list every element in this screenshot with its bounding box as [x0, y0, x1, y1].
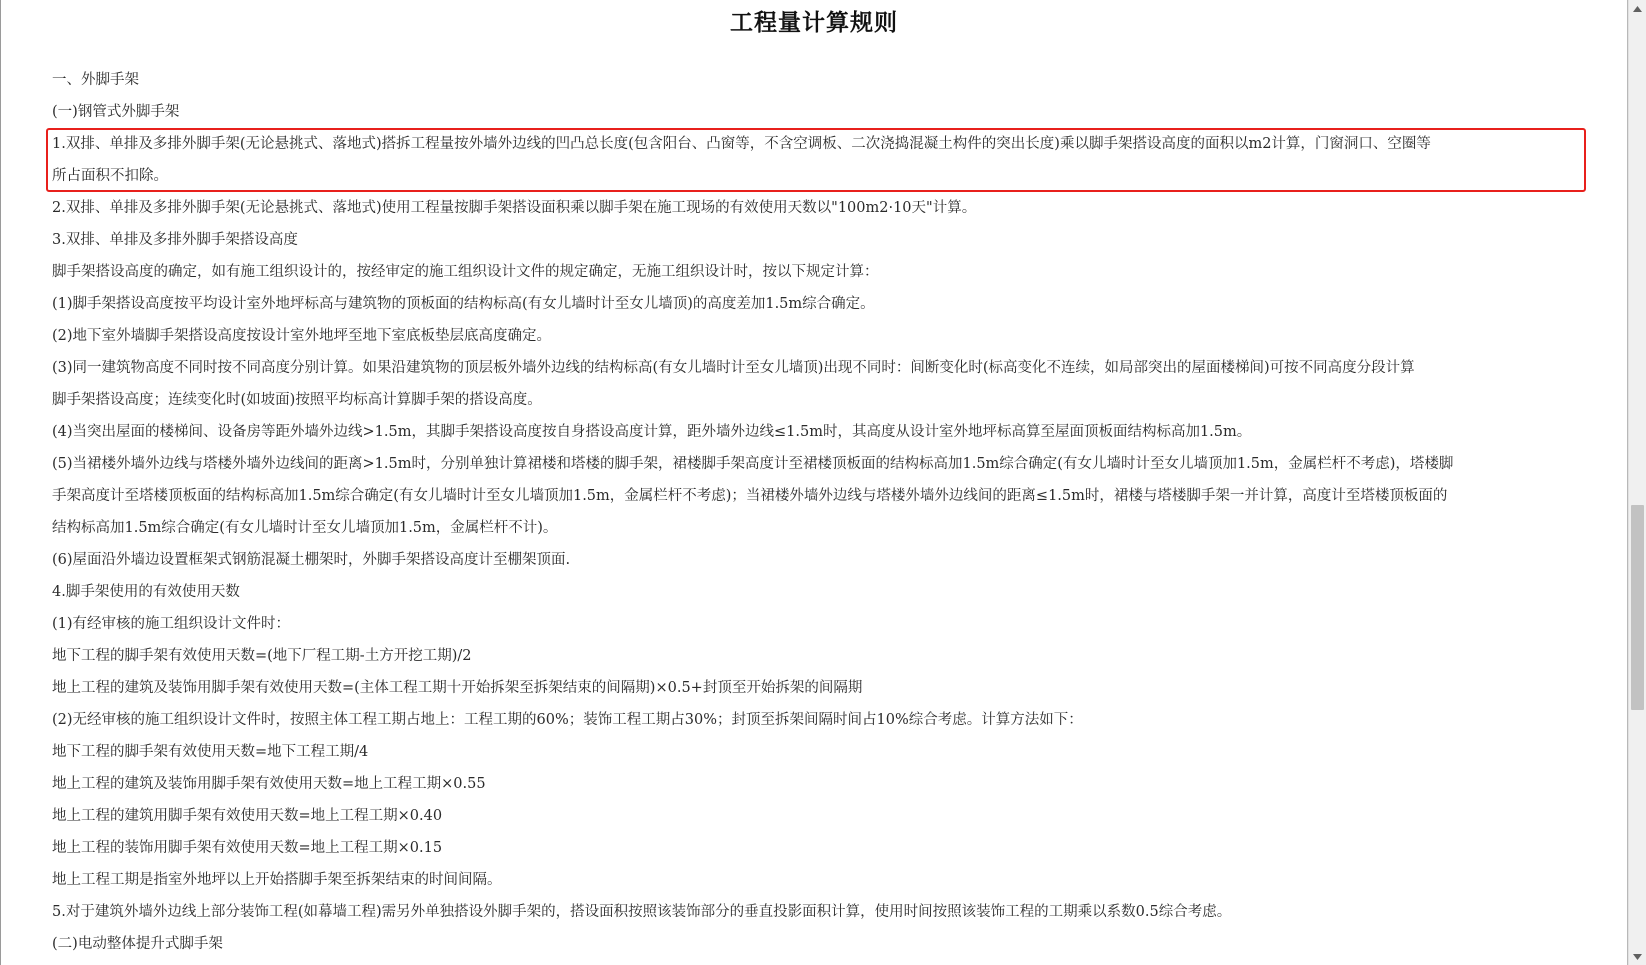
paragraph-line: 1.双排、单排及多排外脚手架(无论悬挑式、落地式)搭拆工程量按外墙外边线的凹凸总长度(包含阳台、凸窗等，不含空调板、二次浇捣混凝土构件的突出长度)乘以脚手架搭设高度的面积以m2计算，门窗洞口、空圈等 — [52, 136, 1431, 152]
scroll-up-arrow-icon[interactable] — [1629, 0, 1646, 17]
paragraph-line: (2)地下室外墙脚手架搭设高度按设计室外地坪至地下室底板垫层底高度确定。 — [52, 328, 552, 344]
vertical-scrollbar[interactable] — [1628, 0, 1646, 965]
document-title: 工程量计算规则 — [730, 10, 898, 36]
highlight-box — [46, 128, 1586, 192]
scrollbar-thumb[interactable] — [1631, 505, 1644, 710]
paragraph-line: 2.双排、单排及多排外脚手架(无论悬挑式、落地式)使用工程量按脚手架搭设面积乘以脚手架在施工现场的有效使用天数以"100m2·10天"计算。 — [52, 200, 977, 216]
paragraph-line: 手架高度计至塔楼顶板面的结构标高加1.5m综合确定(有女儿墙时计至女儿墙顶加1.5m，金属栏杆不考虑)；当裙楼外墙外边线与塔楼外墙外边线间的距离≤1.5m时，裙楼与塔楼脚手架一并计算，高度计至塔楼顶板面的 — [52, 488, 1448, 504]
subsection-heading: (一)钢管式外脚手架 — [52, 104, 180, 120]
paragraph-line: 5.对于建筑外墙外边线上部分装饰工程(如幕墙工程)需另外单独搭设外脚手架的，搭设面积按照该装饰部分的垂直投影面积计算，使用时间按照该装饰工程的工期乘以系数0.5综合考虑。 — [52, 904, 1232, 920]
paragraph-line: 地上工程的建筑及装饰用脚手架有效使用天数=(主体工程工期十开始拆架至拆架结束的间隔期)×0.5+封顶至开始拆架的间隔期 — [52, 680, 863, 696]
paragraph-line: 地上工程的装饰用脚手架有效使用天数=地上工程工期×0.15 — [52, 840, 443, 856]
paragraph-line: 地下工程的脚手架有效使用天数=地下工程工期/4 — [52, 744, 369, 760]
paragraph-line: (3)同一建筑物高度不同时按不同高度分别计算。如果沿建筑物的顶层板外墙外边线的结构标高(有女儿墙时计至女儿墙顶)出现不同时：间断变化时(标高变化不连续，如局部突出的屋面楼梯间)可按不同高度分段计算 — [52, 360, 1415, 376]
scroll-down-arrow-icon[interactable] — [1629, 948, 1646, 965]
subsection-heading: (二)电动整体提升式脚手架 — [52, 936, 223, 952]
paragraph-line: 脚手架搭设高度的确定，如有施工组织设计的，按经审定的施工组织设计文件的规定确定，无施工组织设计时，按以下规定计算： — [52, 264, 879, 280]
paragraph-line: (1)脚手架搭设高度按平均设计室外地坪标高与建筑物的顶板面的结构标高(有女儿墙时计至女儿墙顶)的高度差加1.5m综合确定。 — [52, 296, 875, 312]
paragraph-line: (5)当裙楼外墙外边线与塔楼外墙外边线间的距离>1.5m时，分别单独计算裙楼和塔楼的脚手架，裙楼脚手架高度计至裙楼顶板面的结构标高加1.5m综合确定(有女儿墙时计至女儿墙顶加1.5m，金属栏杆不考虑)，塔楼脚 — [52, 456, 1454, 472]
paragraph-line: (6)屋面沿外墙边设置框架式钢筋混凝土棚架时，外脚手架搭设高度计至棚架顶面. — [52, 552, 571, 568]
paragraph-line: (1)有经审核的施工组织设计文件时： — [52, 616, 291, 632]
paragraph-line: 地上工程的建筑及装饰用脚手架有效使用天数=地上工程工期×0.55 — [52, 776, 486, 792]
paragraph-line: 结构标高加1.5m综合确定(有女儿墙时计至女儿墙顶加1.5m，金属栏杆不计)。 — [52, 520, 558, 536]
document-body — [52, 64, 1600, 960]
paragraph-line: 地上工程工期是指室外地坪以上开始搭脚手架至拆架结束的时间间隔。 — [52, 872, 502, 888]
paragraph-line: 地上工程的建筑用脚手架有效使用天数=地上工程工期×0.40 — [52, 808, 443, 824]
paragraph-line: 3.双排、单排及多排外脚手架搭设高度 — [52, 232, 298, 248]
paragraph-line: 地下工程的脚手架有效使用天数=(地下厂程工期-土方开挖工期)/2 — [52, 648, 472, 664]
paragraph-line: 所占面积不扣除。 — [52, 168, 168, 184]
paragraph-line: 脚手架搭设高度；连续变化时(如坡面)按照平均标高计算脚手架的搭设高度。 — [52, 392, 542, 408]
paragraph-line: 4.脚手架使用的有效使用天数 — [52, 584, 240, 600]
section-heading: 一、外脚手架 — [52, 72, 139, 88]
paragraph-line: (2)无经审核的施工组织设计文件时，按照主体工程工期占地上：工程工期的60%；装饰工程工期占30%；封顶至拆架间隔时间占10%综合考虑。计算方法如下： — [52, 712, 1083, 728]
paragraph-line: (4)当突出屋面的楼梯间、设备房等距外墙外边线>1.5m，其脚手架搭设高度按自身搭设高度计算，距外墙外边线≤1.5m时，其高度从设计室外地坪标高算至屋面顶板面结构标高加1.5m。 — [52, 424, 1252, 440]
